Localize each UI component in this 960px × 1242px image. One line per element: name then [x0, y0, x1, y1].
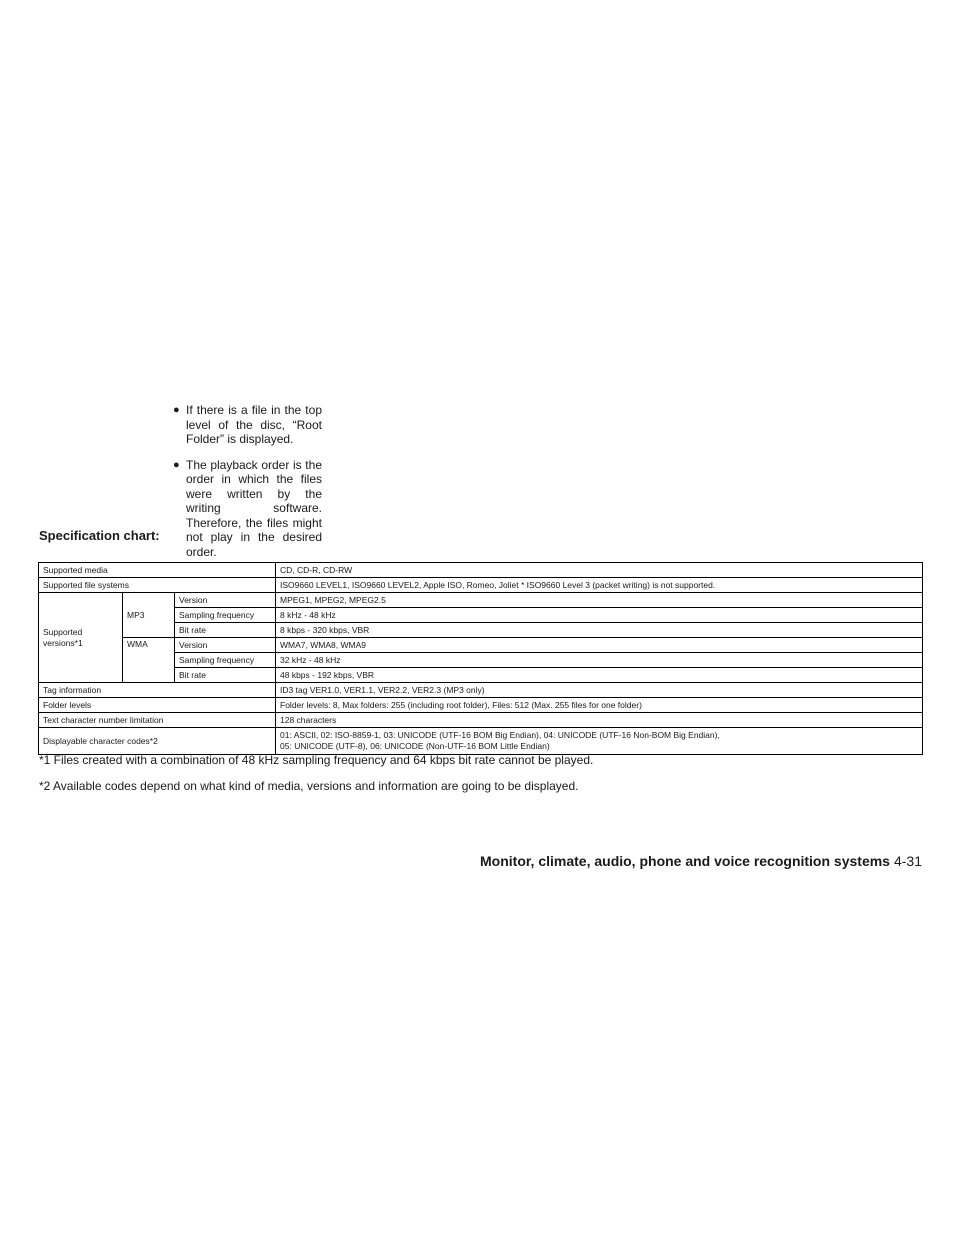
table-cell-param: Sampling frequency: [175, 608, 276, 623]
table-cell-value: 32 kHz - 48 kHz: [276, 653, 923, 668]
footnote-1: *1 Files created with a combination of 48 kHz sampling frequency and 64 kbps bit rate cannot be played.: [39, 753, 594, 767]
table-row: [39, 713, 923, 728]
table-row: [39, 683, 923, 698]
table-cell-label: Displayable character codes*2: [39, 728, 276, 755]
table-row: [39, 578, 923, 593]
table-cell-value: 128 characters: [276, 713, 923, 728]
table-cell-param: Sampling frequency: [175, 653, 276, 668]
table-cell-param: Bit rate: [175, 623, 276, 638]
table-cell-value: 8 kbps - 320 kbps, VBR: [276, 623, 923, 638]
table-cell-param: Version: [175, 593, 276, 608]
table-row: [39, 728, 923, 755]
table-cell-value: ID3 tag VER1.0, VER1.1, VER2.2, VER2.3 (MP3 only): [276, 683, 923, 698]
footnote-2: *2 Available codes depend on what kind of media, versions and information are going to be displayed.: [39, 779, 579, 793]
table-cell-value: WMA7, WMA8, WMA9: [276, 638, 923, 653]
table-cell-format-wma: WMA: [123, 638, 175, 683]
bullet-list: [173, 403, 322, 570]
table-cell-label: Supported media: [39, 563, 276, 578]
table-row: [39, 563, 923, 578]
table-cell-label: Supported file systems: [39, 578, 276, 593]
char-codes-line-1: 01: ASCII, 02: ISO-8859-1, 03: UNICODE (UTF-16 BOM Big Endian), 04: UNICODE (UTF-16 Non-BOM Big Endian),: [280, 730, 720, 740]
char-codes-line-2: 05: UNICODE (UTF-8), 06: UNICODE (Non-UTF-16 BOM Little Endian): [280, 741, 550, 751]
bullet-icon: ●: [173, 404, 180, 416]
table-cell-value: ISO9660 LEVEL1, ISO9660 LEVEL2, Apple ISO, Romeo, Joliet * ISO9660 Level 3 (packet writing) is not supported.: [276, 578, 923, 593]
table-cell-label: Tag information: [39, 683, 276, 698]
bullet-item: [173, 457, 322, 560]
section-heading: Specification chart:: [39, 528, 160, 543]
table-cell-value: Folder levels: 8, Max folders: 255 (including root folder), Files: 512 (Max. 255 files for one folder): [276, 698, 923, 713]
bullet-text: The playback order is the order in which the files were written by the writing software. Therefore, the files might not play in the desired order.: [186, 457, 322, 559]
table-row: [39, 593, 923, 608]
page-number: 4-31: [893, 853, 922, 869]
table-cell-param: Bit rate: [175, 668, 276, 683]
table-cell-label: Folder levels: [39, 698, 276, 713]
bullet-text: If there is a file in the top level of the disc, “Root Folder” is displayed.: [186, 403, 322, 446]
table-row: [39, 698, 923, 713]
table-cell-value: MPEG1, MPEG2, MPEG2.5: [276, 593, 923, 608]
page-footer: [480, 853, 922, 869]
bullet-icon: ●: [173, 458, 180, 471]
table-cell-format-mp3: MP3: [123, 593, 175, 638]
table-cell-group-label: Supported versions*1: [39, 593, 123, 683]
table-cell-label: Text character number limitation: [39, 713, 276, 728]
table-cell-value: 8 kHz - 48 kHz: [276, 608, 923, 623]
footer-section-title: Monitor, climate, audio, phone and voice recognition systems: [480, 853, 890, 869]
table-cell-param: Version: [175, 638, 276, 653]
table-cell-value: 48 kbps - 192 kbps, VBR: [276, 668, 923, 683]
table-cell-value: CD, CD-R, CD-RW: [276, 563, 923, 578]
bullet-item: [173, 403, 322, 447]
specification-table: [38, 562, 923, 755]
table-cell-value: [276, 728, 923, 755]
table-row: [39, 638, 923, 653]
